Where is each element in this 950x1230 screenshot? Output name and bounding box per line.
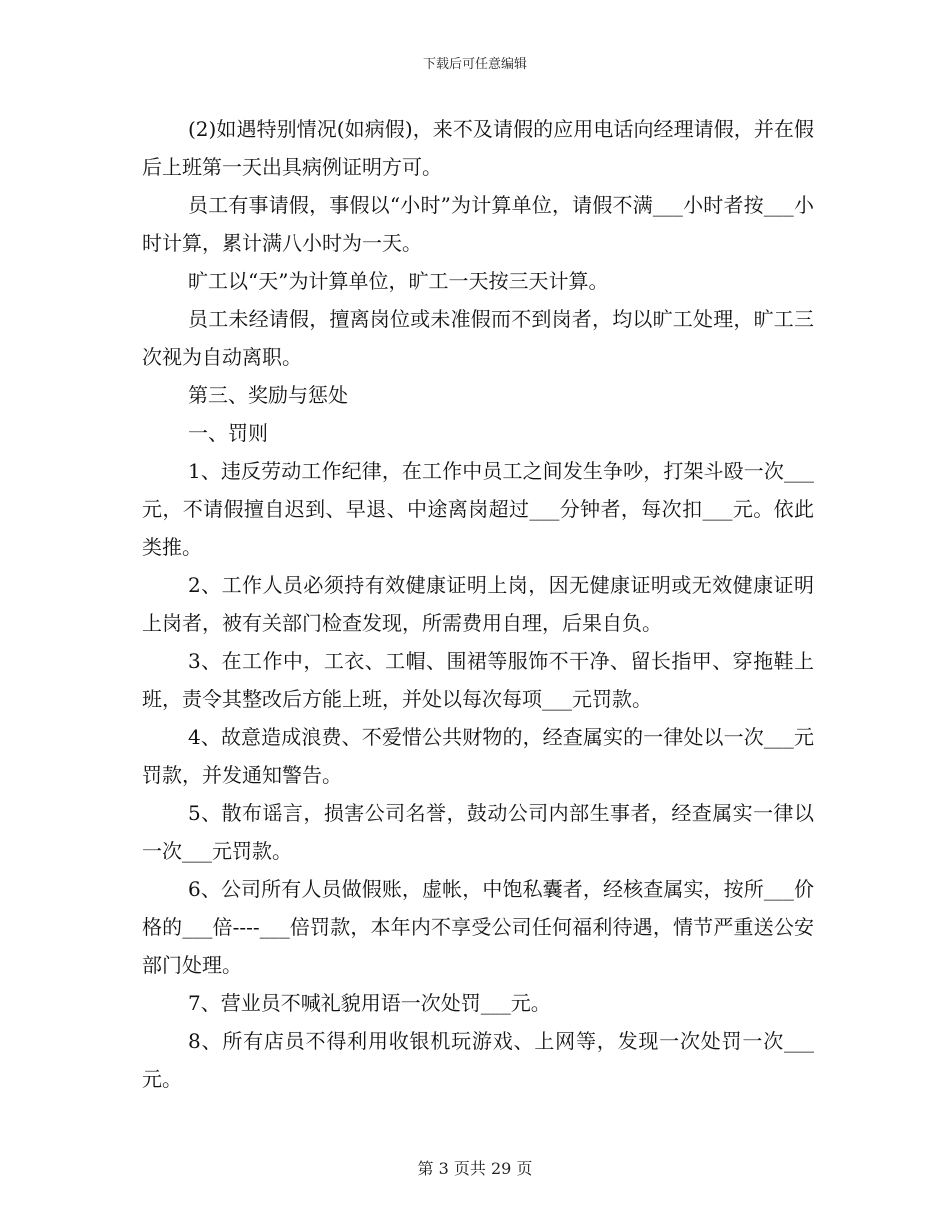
paragraph-personal-leave: 员工有事请假，事假以“小时”为计算单位，请假不满___小时者按___小时计算，累计满八小时为一天。 (142, 193, 814, 255)
section-heading: 第三、奖励与惩处 (188, 383, 348, 407)
rule-item-7: 7、营业员不喊礼貌用语一次处罚___元。 (188, 991, 551, 1015)
page-header: 下载后可任意编辑 (422, 57, 527, 72)
rule-item-2: 2、工作人员必须持有效健康证明上岗，因无健康证明或无效健康证明上岗者，被有关部门检查发现，所需费用自理，后果自负。 (142, 573, 814, 635)
document-body (142, 110, 814, 1098)
paragraph-absenteeism-unit: 旷工以“天”为计算单位，旷工一天按三天计算。 (188, 269, 609, 293)
rule-item-1: 1、违反劳动工作纪律，在工作中员工之间发生争吵，打架斗殴一次___元，不请假擅自迟到、早退、中途离岗超过___分钟者，每次扣___元。依此类推。 (142, 459, 814, 559)
rule-item-6: 6、公司所有人员做假账，虚帐，中饱私囊者，经核查属实，按所___价格的___倍----___倍罚款，本年内不享受公司任何福利待遇，情节严重送公安部门处理。 (142, 877, 814, 977)
rule-item-4: 4、故意造成浪费、不爱惜公共财物的，经查属实的一律处以一次___元罚款，并发通知警告。 (142, 725, 814, 787)
paragraph-absenteeism-rule: 员工未经请假，擅离岗位或未准假而不到岗者，均以旷工处理，旷工三次视为自动离职。 (142, 307, 814, 369)
rule-item-5: 5、散布谣言，损害公司名誉，鼓动公司内部生事者，经查属实一律以一次___元罚款。 (142, 801, 814, 863)
rule-item-3: 3、在工作中，工衣、工帽、围裙等服饰不干净、留长指甲、穿拖鞋上班，责令其整改后方能上班，并处以每次每项___元罚款。 (142, 649, 814, 711)
rule-item-8: 8、所有店员不得利用收银机玩游戏、上网等，发现一次处罚一次___元。 (142, 1029, 814, 1091)
paragraph-sick-leave: (2)如遇特别情况(如病假)，来不及请假的应用电话向经理请假，并在假后上班第一天出具病例证明方可。 (142, 117, 814, 179)
page-number: 第 3 页共 29 页 (417, 1159, 533, 1178)
subsection-heading: 一、罚则 (188, 421, 268, 445)
